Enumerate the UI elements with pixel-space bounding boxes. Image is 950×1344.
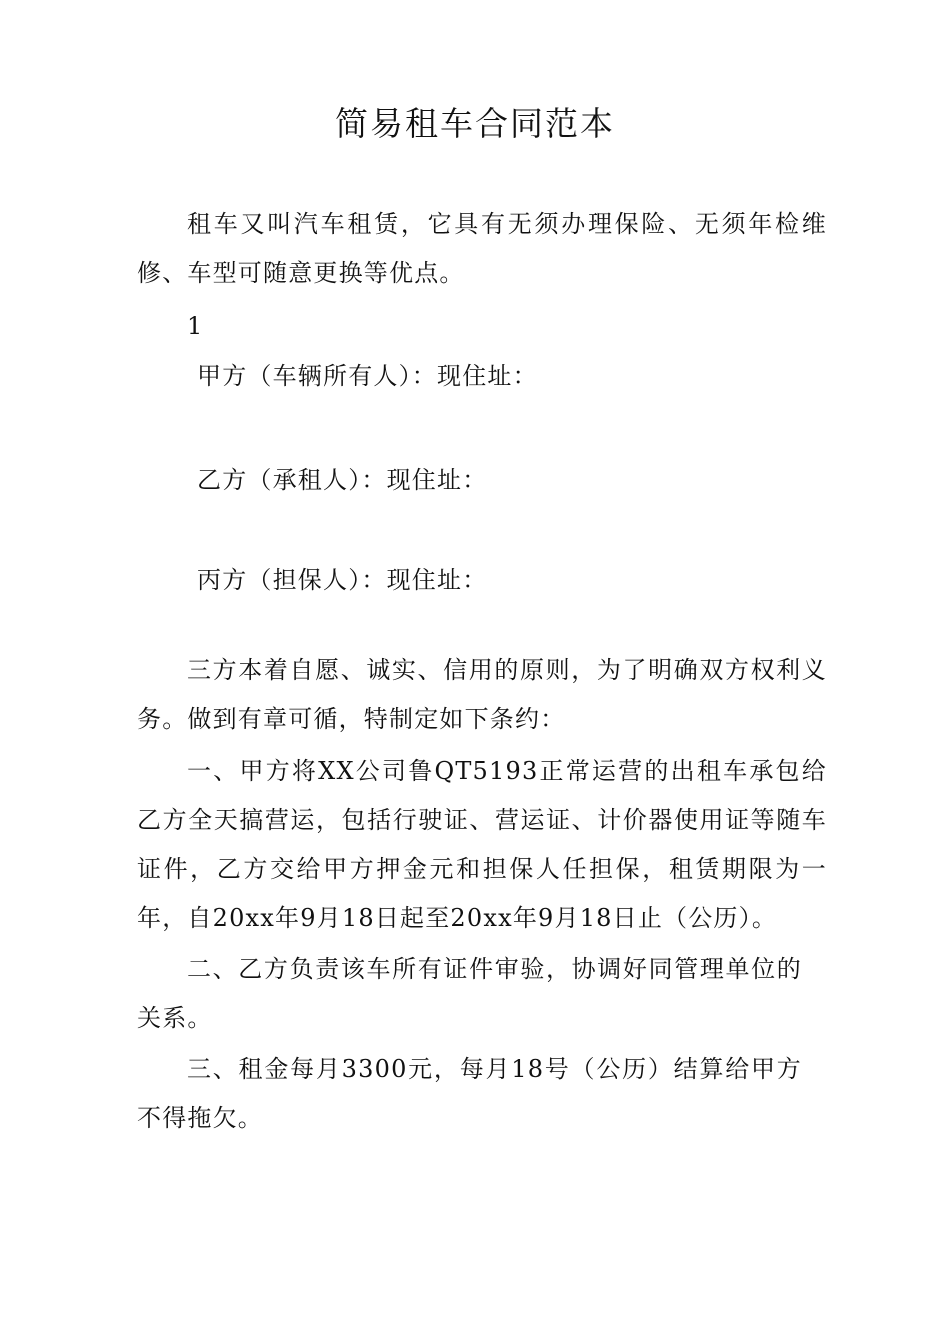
intro-paragraph: 租车又叫汽车租赁，它具有无须办理保险、无须年检维修、车型可随意更换等优点。 — [137, 210, 827, 287]
document-title: 简易租车合同范本 — [335, 104, 615, 143]
clause-2-paragraph: 二、乙方负责该车所有证件审验，协调好同管理单位的关系。 — [137, 955, 802, 1032]
clause-3-paragraph: 三、租金每月3300元，每月18号（公历）结算给甲方不得拖欠。 — [137, 1055, 802, 1132]
section-number: 1 — [187, 312, 204, 340]
principle-paragraph: 三方本着自愿、诚实、信用的原则，为了明确双方权利义务。做到有章可循，特制定如下条约： — [137, 656, 827, 733]
party-a-line: 甲方（车辆所有人）：现住址： — [197, 362, 538, 390]
party-b-line: 乙方（承租人）：现住址： — [197, 466, 488, 494]
party-c-line: 丙方（担保人）：现住址： — [197, 566, 488, 594]
clause-1-paragraph: 一、甲方将XX公司鲁QT5193正常运营的出租车承包给乙方全天搞营运，包括行驶证、营运证、计价器使用证等随车证件，乙方交给甲方押金元和担保人任担保，租赁期限为一年，自20xx年9月18日起至20xx年9月18日止（公历）。 — [137, 757, 827, 932]
